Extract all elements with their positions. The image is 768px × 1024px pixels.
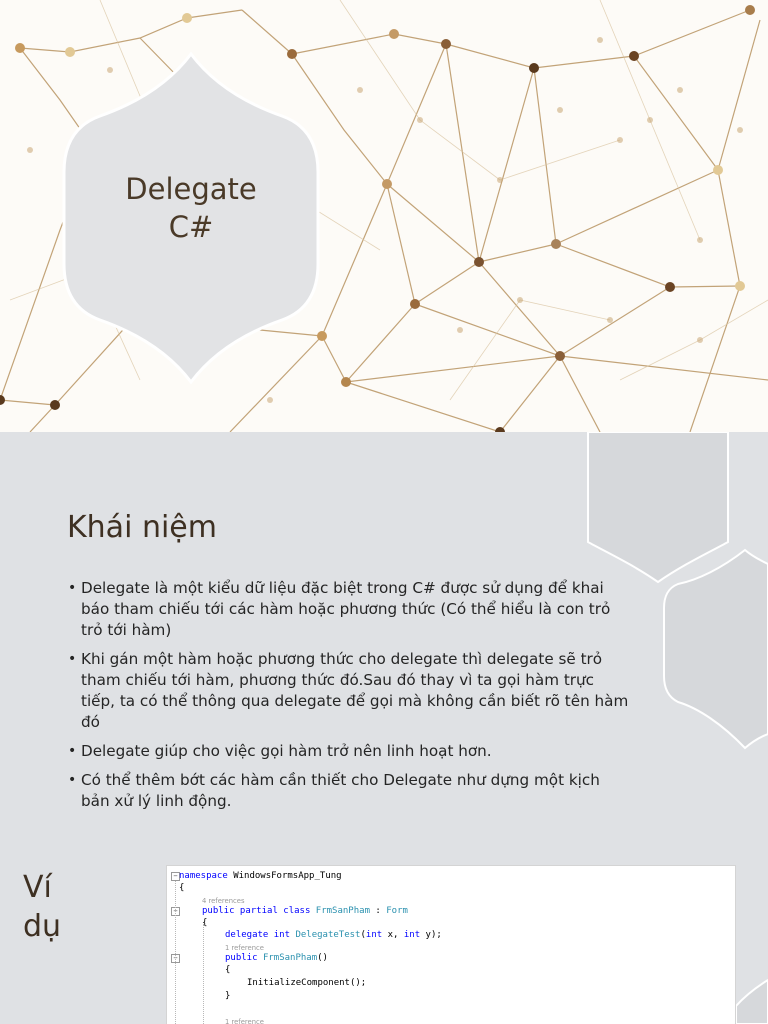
code-keyword: delegate int (225, 930, 291, 940)
indent-guide (175, 881, 176, 1024)
collapse-icon: − (171, 954, 180, 963)
code-text: : (369, 906, 387, 916)
code-line-namespace (179, 870, 342, 882)
bullet-text: Delegate là một kiểu dữ liệu đặc biệt trong C# được sử dụng để khai báo tham chiếu tới các hàm hoặc phương thức (Có thể hiểu là con trỏ trỏ tới hàm) (81, 579, 611, 639)
code-line-constructor (225, 952, 328, 964)
bullet-text: Delegate giúp cho việc gọi hàm trở nên linh hoạt hơn. (81, 742, 492, 760)
code-line-brace: { (225, 965, 231, 975)
code-type: FrmSanPham (262, 953, 318, 963)
bullet-item (68, 578, 630, 641)
code-text: y); (420, 930, 442, 940)
collapse-icon: − (171, 907, 180, 916)
bullet-item (68, 770, 630, 812)
code-text: WindowsFormsApp_Tung (227, 871, 342, 881)
bullet-dot-icon: • (68, 743, 77, 759)
title-slide (0, 0, 768, 432)
code-keyword: int (365, 930, 383, 940)
code-keyword: namespace (179, 871, 228, 881)
code-references: 1 reference (225, 944, 264, 952)
bullet-dot-icon: • (68, 651, 77, 667)
code-keyword: int (403, 930, 421, 940)
code-references: 1 reference (225, 1018, 264, 1024)
bullet-item (68, 741, 630, 762)
code-line-class (202, 905, 408, 917)
code-line-brace: { (202, 918, 208, 928)
code-line-init: InitializeComponent(); (247, 978, 367, 988)
bullet-item (68, 649, 630, 733)
code-line-brace: { (179, 883, 185, 893)
bullet-dot-icon: • (68, 580, 77, 596)
code-type: DelegateTest (295, 930, 361, 940)
code-type: FrmSanPham (315, 906, 370, 916)
concept-slide (0, 432, 768, 1024)
bullet-dot-icon: • (68, 772, 77, 788)
bullet-list (68, 578, 630, 820)
code-screenshot (166, 865, 736, 1024)
code-text: () (317, 953, 328, 963)
code-line-brace: } (225, 991, 231, 1001)
section-heading: Khái niệm (67, 510, 217, 545)
indent-guide (203, 924, 204, 1024)
slide-title (62, 170, 320, 246)
code-line-delegate (225, 929, 442, 941)
title-line-2: C# (168, 210, 214, 244)
bullet-text: Khi gán một hàm hoặc phương thức cho delegate thì delegate sẽ trỏ tham chiếu tới hàm, phương thức đó.Sau đó thay vì ta gọi hàm trực tiếp, ta có thể thông qua delegate để gọi mà không cần biết rõ tên hàm đó (81, 650, 629, 731)
code-keyword: public (225, 953, 258, 963)
code-text: x, (382, 930, 404, 940)
title-line-1: Delegate (125, 172, 257, 206)
code-text: ( (360, 930, 366, 940)
code-keyword: public partial class (202, 906, 311, 916)
example-label (23, 868, 83, 946)
collapse-icon: − (171, 872, 180, 881)
code-type: Form (386, 906, 408, 916)
example-label-line-1: Ví (23, 870, 52, 905)
code-references: 4 references (202, 897, 245, 905)
bullet-text: Có thể thêm bớt các hàm cần thiết cho Delegate như dựng một kịch bản xử lý linh động. (81, 771, 600, 810)
example-label-line-2: dụ (23, 909, 62, 944)
